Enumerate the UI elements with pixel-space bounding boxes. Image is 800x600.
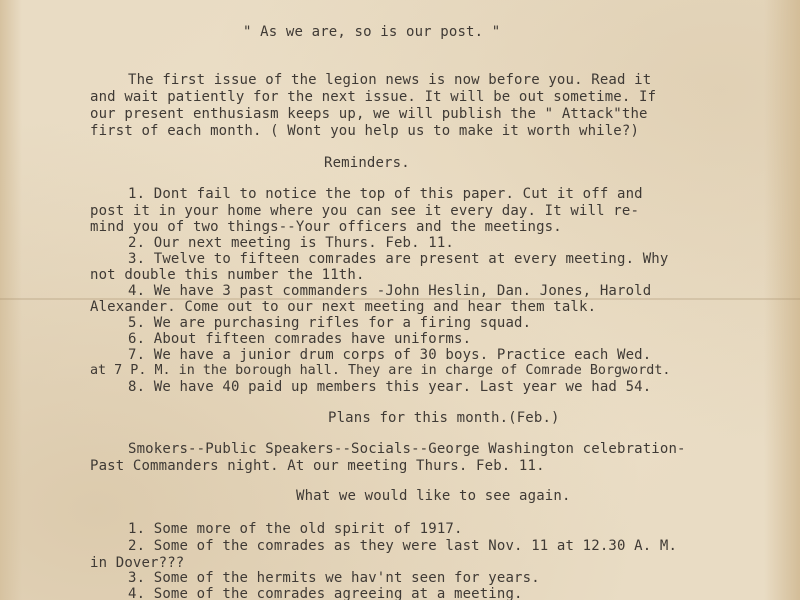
reminder-line: 1. Dont fail to notice the top of this paper. Cut it off and [128, 186, 643, 202]
intro-line: The first issue of the legion news is now before you. Read it [128, 72, 652, 88]
intro-line: and wait patiently for the next issue. It will be out sometime. If [90, 89, 657, 105]
reminder-line: mind you of two things--Your officers and the meetings. [90, 219, 562, 235]
reminder-line: 2. Our next meeting is Thurs. Feb. 11. [128, 235, 454, 251]
reminder-line: Alexander. Come out to our next meeting and hear them talk. [90, 299, 597, 315]
plans-line: Smokers--Public Speakers--Socials--George Washington celebration- [128, 441, 686, 457]
reminder-line: 3. Twelve to fifteen comrades are present at every meeting. Why [128, 251, 669, 267]
reminder-line: 8. We have 40 paid up members this year. Last year we had 54. [128, 379, 652, 395]
wish-line: 1. Some more of the old spirit of 1917. [128, 521, 463, 537]
reminder-line: at 7 P. M. in the borough hall. They are in charge of Comrade Borgwordt. [90, 363, 671, 378]
wish-line: 4. Some of the comrades agreeing at a meeting. [128, 586, 523, 600]
paper-left-edge [0, 0, 22, 600]
reminder-line: post it in your home where you can see it every day. It will re- [90, 203, 640, 219]
motto: " As we are, so is our post. " [243, 24, 501, 40]
wish-line: 2. Some of the comrades as they were last Nov. 11 at 12.30 A. M. [128, 538, 678, 554]
reminders-heading: Reminders. [324, 155, 410, 171]
wishes-heading: What we would like to see again. [296, 488, 571, 504]
plans-line: Past Commanders night. At our meeting Thurs. Feb. 11. [90, 458, 545, 474]
wish-line: in Dover??? [90, 555, 185, 571]
reminder-line: 7. We have a junior drum corps of 30 boys. Practice each Wed. [128, 347, 652, 363]
paper-right-edge [764, 0, 800, 600]
reminder-line: 4. We have 3 past commanders -John Heslin, Dan. Jones, Harold [128, 283, 652, 299]
reminder-line: 6. About fifteen comrades have uniforms. [128, 331, 472, 347]
wish-line: 3. Some of the hermits we hav'nt seen for years. [128, 570, 540, 586]
intro-line: our present enthusiasm keeps up, we will publish the " Attack"the [90, 106, 648, 122]
intro-line: first of each month. ( Wont you help us to make it worth while?) [90, 123, 640, 139]
plans-heading: Plans for this month.(Feb.) [328, 410, 560, 426]
reminder-line: not double this number the 11th. [90, 267, 365, 283]
reminder-line: 5. We are purchasing rifles for a firing squad. [128, 315, 532, 331]
